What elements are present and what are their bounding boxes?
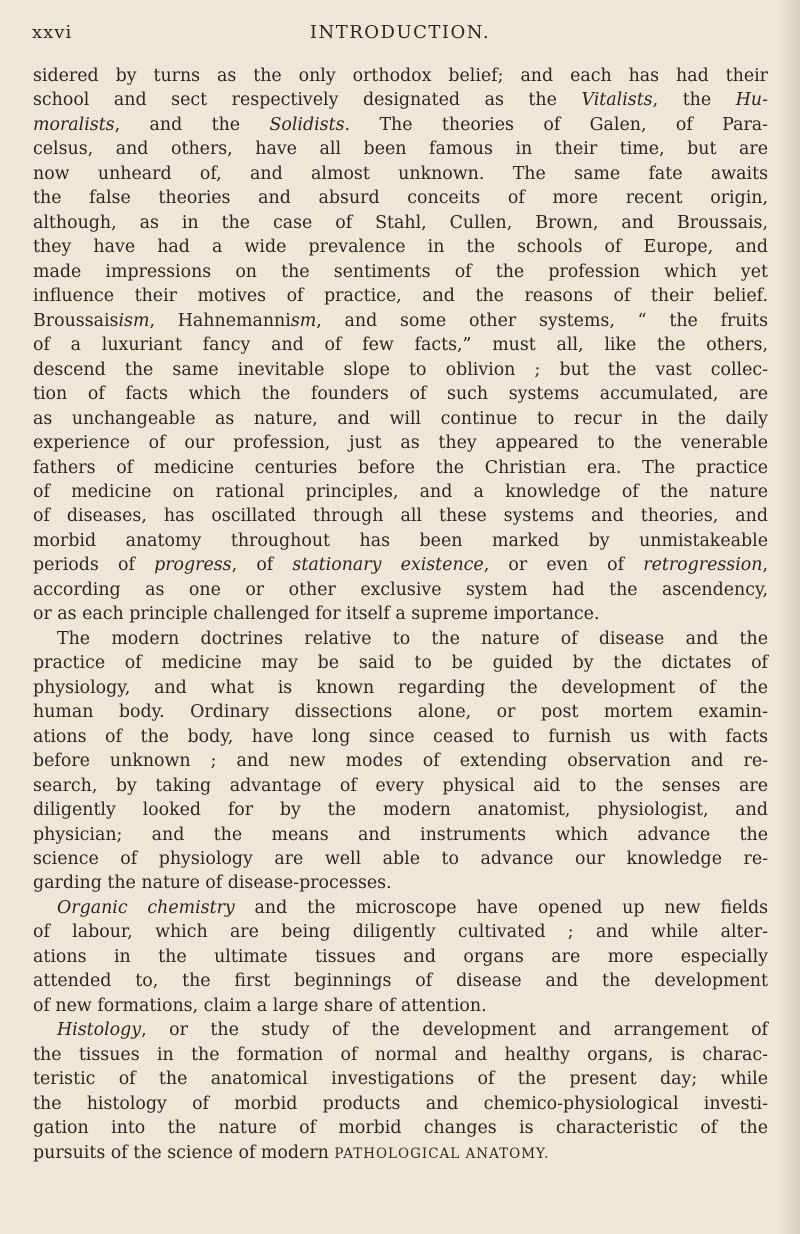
text-run: of labour, which are being diligently cultivated ; and while alter- (33, 922, 768, 943)
text-line (33, 284, 768, 308)
text-line (33, 382, 768, 406)
page-edge-shadow (778, 0, 800, 1234)
text-run: teristic of the anatomical investigations of the present day; while (33, 1069, 768, 1090)
text-line (33, 945, 768, 969)
text-run: celsus, and others, have all been famous in their time, but are (33, 139, 768, 160)
text-run: school and sect respectively designated as the (33, 90, 582, 111)
text-run: gation into the nature of morbid changes is characteristic of the (33, 1118, 768, 1139)
text-run: , and the (114, 114, 270, 135)
text-run: , (762, 555, 768, 576)
italic-text: Hu- (735, 90, 768, 111)
text-line (33, 994, 768, 1018)
italic-text: Organic chemistry (57, 897, 235, 918)
text-run: of new formations, claim a large share of attention. (33, 995, 487, 1016)
text-line (33, 431, 768, 455)
text-line (33, 847, 768, 871)
text-run: diligently looked for by the modern anatomist, physiologist, and (33, 800, 768, 821)
text-line (33, 1141, 768, 1165)
text-run: descend the same inevitable slope to oblivion ; but the vast collec- (33, 359, 768, 380)
text-line (33, 211, 768, 235)
text-run: or as each principle challenged for itself a supreme importance. (33, 604, 600, 625)
italic-text: Histology (57, 1020, 142, 1041)
italic-text: stationary existence (292, 555, 484, 576)
text-run: sidered by turns as the only orthodox belief; and each has had their (33, 66, 768, 86)
text-line (33, 553, 768, 577)
text-line (33, 725, 768, 749)
text-line (33, 407, 768, 431)
text-line (33, 113, 768, 137)
text-line (33, 137, 768, 161)
italic-text: ism (118, 310, 150, 331)
text-line (33, 749, 768, 773)
italic-text: progress (154, 555, 232, 576)
italic-text: Solidists (269, 114, 345, 135)
text-line (33, 896, 768, 920)
text-run: search, by taking advantage of every physical aid to the senses are (33, 775, 768, 796)
text-run: influence their motives of practice, and the reasons of their belief. (33, 286, 768, 307)
text-line (33, 260, 768, 284)
text-line (33, 358, 768, 382)
text-run: the false theories and absurd conceits of more recent origin, (33, 188, 768, 209)
text-line (33, 162, 768, 186)
text-line (33, 676, 768, 700)
text-line (33, 651, 768, 675)
text-run: tion of facts which the founders of such systems accumulated, are (33, 384, 768, 405)
italic-text: retrogression (643, 555, 763, 576)
text-run: practice of medicine may be said to be guided by the dictates of (33, 653, 768, 674)
text-run: according as one or other exclusive system had the ascendency, (33, 579, 768, 600)
text-run: , the (652, 90, 736, 111)
text-run: before unknown ; and new modes of extending observation and re- (33, 751, 768, 772)
text-line (33, 235, 768, 259)
text-run: as unchangeable as nature, and will continue to recur in the daily (33, 408, 768, 429)
text-run: experience of our profession, just as they appeared to the venerable (33, 433, 768, 454)
text-line (33, 1116, 768, 1140)
text-line (33, 456, 768, 480)
text-line (33, 186, 768, 210)
text-line (33, 920, 768, 944)
text-line (33, 627, 768, 651)
text-line (33, 700, 768, 724)
text-line (33, 64, 768, 88)
text-line (33, 774, 768, 798)
text-run: of diseases, has oscillated through all these systems and theories, and (33, 506, 768, 527)
text-line (33, 798, 768, 822)
page-number: xxvi (32, 22, 73, 43)
text-run: Broussais (33, 310, 119, 331)
text-run: now unheard of, and almost unknown. The same fate awaits (33, 163, 768, 184)
text-run: The modern doctrines relative to the nature of disease and the (57, 628, 768, 649)
text-run: , of (231, 555, 293, 576)
text-line (33, 602, 768, 626)
text-line (33, 578, 768, 602)
text-run: attended to, the first beginnings of disease and the development (33, 971, 768, 992)
text-run: fathers of medicine centuries before the Christian era. The practice (33, 457, 768, 478)
text-run: , and some other systems, “ the fruits (316, 310, 769, 331)
text-run: and the microscope have opened up new fields (234, 897, 769, 918)
text-run: of medicine on rational principles, and a knowledge of the nature (33, 481, 768, 502)
body-text (33, 64, 768, 1165)
text-run: the tissues in the formation of normal and healthy organs, is charac- (33, 1044, 768, 1065)
text-run: human body. Ordinary dissections alone, or post mortem examin- (33, 702, 768, 723)
text-line (33, 480, 768, 504)
text-run: they have had a wide prevalence in the schools of Europe, and (33, 237, 768, 258)
text-run: physiology, and what is known regarding the development of the (33, 677, 768, 698)
text-run: , Hahnemanni (149, 310, 291, 331)
text-line (33, 1043, 768, 1067)
text-line (33, 1018, 768, 1042)
text-run: periods of (33, 555, 155, 576)
text-line (33, 1067, 768, 1091)
text-run: garding the nature of disease-processes. (33, 873, 392, 894)
text-run: , or even of (483, 555, 644, 576)
italic-text: sm (290, 310, 317, 331)
text-line (33, 871, 768, 895)
text-line (33, 969, 768, 993)
text-line (33, 1092, 768, 1116)
small-caps-text: PATHOLOGICAL ANATOMY. (334, 1145, 550, 1162)
text-run: the histology of morbid products and chemico-physiological investi- (33, 1093, 768, 1114)
text-run: ations of the body, have long since ceased to furnish us with facts (33, 726, 768, 747)
text-run: . The theories of Galen, of Para- (344, 114, 768, 135)
text-line (33, 309, 768, 333)
text-line (33, 504, 768, 528)
italic-text: Vitalists (581, 90, 653, 111)
page-header (32, 22, 768, 52)
text-line (33, 823, 768, 847)
text-run: of a luxuriant fancy and of few facts,” must all, like the others, (33, 335, 768, 356)
text-run: morbid anatomy throughout has been marked by unmistakeable (33, 530, 768, 551)
italic-text: moralists (33, 114, 115, 135)
text-line (33, 529, 768, 553)
text-line (33, 88, 768, 112)
text-run: science of physiology are well able to advance our knowledge re- (33, 849, 768, 869)
text-run: made impressions on the sentiments of the profession which yet (33, 261, 768, 282)
text-run: although, as in the case of Stahl, Cullen, Brown, and Broussais, (33, 212, 768, 233)
text-run: ations in the ultimate tissues and organs are more especially (33, 946, 768, 967)
text-line (33, 333, 768, 357)
text-run: physician; and the means and instruments which advance the (33, 824, 768, 845)
text-run: pursuits of the science of modern (33, 1142, 335, 1163)
text-run: , or the study of the development and arrangement of (141, 1020, 768, 1041)
running-title: INTRODUCTION. (309, 22, 491, 43)
